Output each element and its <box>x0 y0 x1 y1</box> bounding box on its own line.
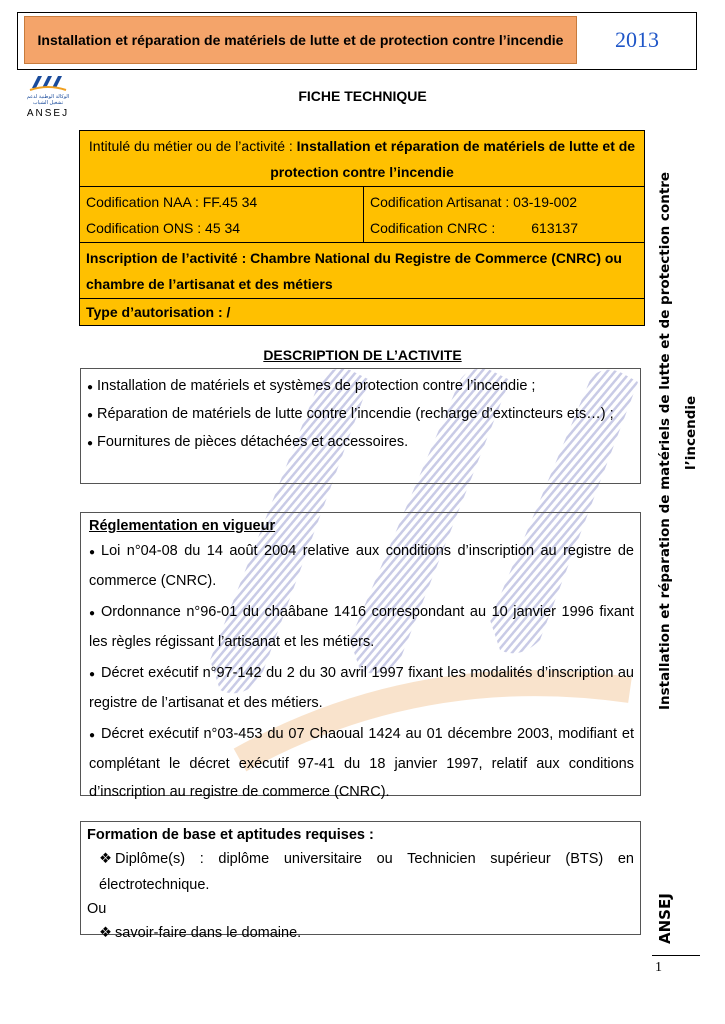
cnrc-code <box>370 215 638 241</box>
info-table <box>79 130 645 326</box>
intitule-value: Installation et réparation de matériels de lutte et de protection contre l’incendie <box>270 138 636 180</box>
codification-left <box>80 187 364 243</box>
reglementation-item: ● Ordonnance n°96-01 du chaâbane 1416 correspondant au 10 janvier 1996 fixant les règles régissant l’artisanat et les métiers. <box>89 598 634 656</box>
page-number: 1 <box>655 960 662 975</box>
bullet-icon: ● <box>89 669 96 680</box>
bullet-icon: ● <box>87 382 94 393</box>
description-item: ● Fournitures de pièces détachées et accessoires. <box>87 429 634 457</box>
bullet-icon: ● <box>89 608 96 619</box>
reglementation-title: Réglementation en vigueur <box>89 518 276 534</box>
formation-title: Formation de base et aptitudes requises : <box>87 827 374 843</box>
header-title: Installation et réparation de matériels de lutte et de protection contre l’incendie <box>24 16 577 64</box>
reglementation-item: ● Loi n°04-08 du 14 août 2004 relative aux conditions d’inscription au registre de commerce (CNRC). <box>89 537 634 595</box>
description-box <box>80 368 641 484</box>
autorisation-row: Type d’autorisation : / <box>86 304 231 320</box>
formation-item: ❖ Diplôme(s) : diplôme universitaire ou Technicien supérieur (BTS) en électrotechnique. <box>87 846 634 898</box>
side-brand <box>651 872 681 944</box>
bullet-icon: ● <box>87 410 94 421</box>
header-year: 2013 <box>582 16 692 64</box>
side-brand-text: ANSEJ <box>656 893 674 944</box>
page-divider <box>652 955 700 956</box>
intitule-row <box>80 131 644 187</box>
reglementation-item: ● Décret exécutif n°03-453 du 07 Chaoual 1424 au 01 décembre 2003, modifiant et complétant le décret exécutif 97-41 du 18 janvier 1997, relatif aux conditions d’inscription au registre de commerce (CNRC). <box>89 720 634 806</box>
diamond-bullet-icon: ❖ <box>99 851 112 867</box>
artisanat-code: Codification Artisanat : 03-19-002 <box>370 194 578 210</box>
bullet-icon: ● <box>87 438 94 449</box>
formation-box <box>80 821 641 941</box>
reglementation-item: ● Décret exécutif n°97-142 du 2 du 30 avril 1997 fixant les modalités d’inscription au registre de l’artisanat et des métiers. <box>89 659 634 717</box>
formation-or: Ou <box>87 901 107 917</box>
reglementation-box <box>80 512 641 800</box>
logo-text: ANSEJ <box>26 108 70 119</box>
fiche-title: FICHE TECHNIQUE <box>298 88 427 104</box>
ons-code: Codification ONS : 45 34 <box>86 220 241 236</box>
description-item: ● Installation de matériels et systèmes de protection contre l’incendie ; <box>87 373 634 401</box>
logo-arabic-text: الوكالة الوطنية لدعم تشغيل الشباب <box>26 94 70 106</box>
side-line-2: l’incendie <box>683 395 699 470</box>
cnrc-value: 613137 <box>531 220 578 236</box>
cnrc-label: Codification CNRC : <box>370 220 496 236</box>
codification-right <box>364 187 644 243</box>
formation-item: ❖ savoir-faire dans le domaine. <box>87 920 634 946</box>
bullet-icon: ● <box>89 730 96 741</box>
bullet-icon: ● <box>89 547 96 558</box>
codification-row <box>80 187 644 243</box>
description-title: DESCRIPTION DE L’ACTIVITE <box>263 347 462 363</box>
side-line-1: Installation et réparation de matériels de lutte et de protection contre <box>657 171 673 710</box>
inscription-row: Inscription de l’activité : Chambre National du Registre de Commerce (CNRC) ou chambre de l’artisanat et des métiers <box>80 243 644 299</box>
side-title-text <box>652 110 704 710</box>
description-item: ● Réparation de matériels de lutte contre l’incendie (recharge d’extincteurs ets…) ; <box>87 401 634 429</box>
intitule-label: Intitulé du métier ou de l’activité : <box>88 138 297 154</box>
diamond-bullet-icon: ❖ <box>99 925 112 941</box>
naa-code: Codification NAA : FF.45 34 <box>86 194 258 210</box>
